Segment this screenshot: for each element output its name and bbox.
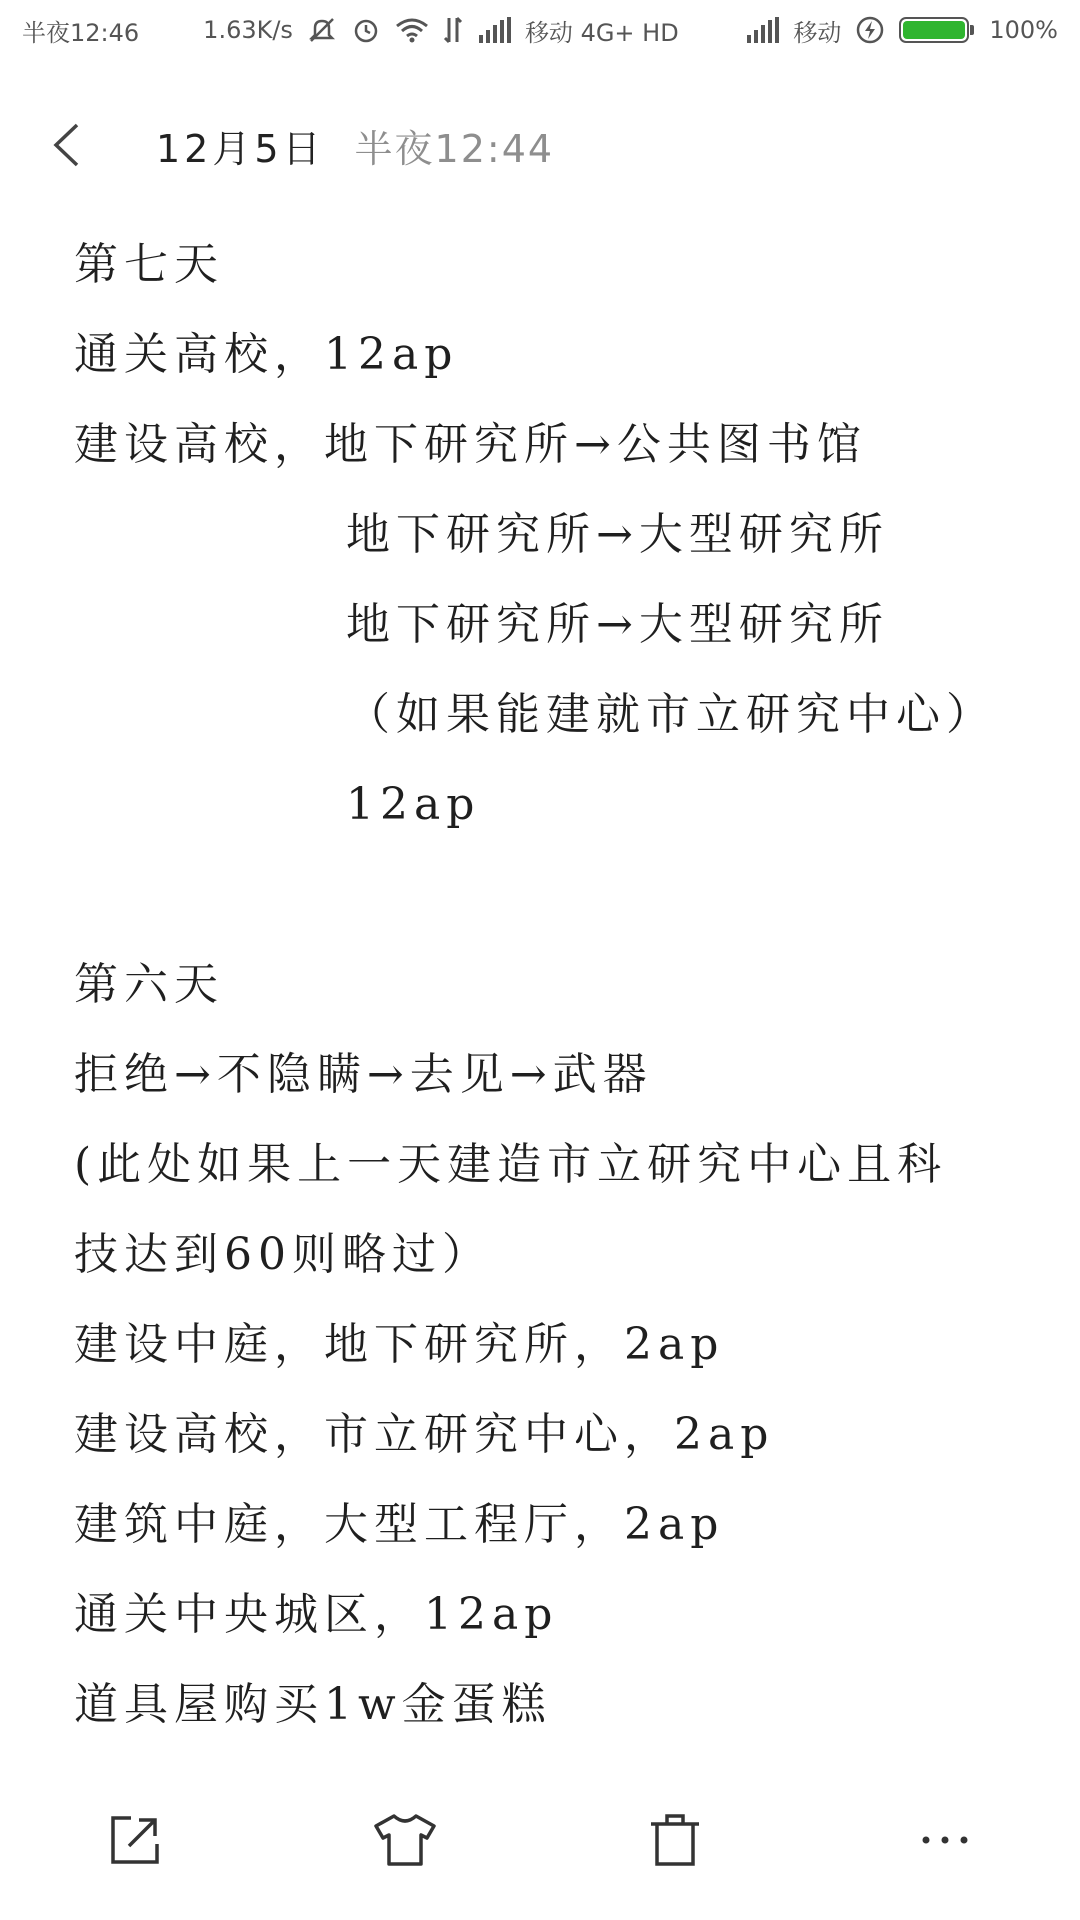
battery-percent: 100%: [989, 16, 1058, 44]
delete-button[interactable]: [630, 1795, 720, 1885]
theme-icon: [372, 1812, 438, 1868]
note-line: 道具屋购买1w金蛋糕: [74, 1679, 552, 1730]
data-transfer-icon: [443, 16, 463, 44]
note-line: 建设中庭，地下研究所，2ap: [74, 1319, 725, 1370]
share-icon: [107, 1812, 163, 1868]
note-line: 地下研究所→大型研究所: [346, 599, 889, 650]
delete-icon: [647, 1812, 703, 1868]
silent-icon: [307, 15, 337, 45]
note-time: 半夜12:44: [354, 126, 555, 171]
status-time: 半夜12:46: [22, 18, 140, 47]
note-line: 建筑中庭，大型工程厅，2ap: [74, 1499, 725, 1550]
note-line: 技达到60则略过）: [74, 1229, 492, 1280]
more-icon: [920, 1834, 970, 1846]
note-line: 地下研究所→大型研究所: [346, 509, 889, 560]
signal-icon: [477, 17, 511, 43]
note-line: 建设高校，市立研究中心，2ap: [74, 1409, 775, 1460]
alarm-icon: [351, 15, 381, 45]
theme-button[interactable]: [360, 1795, 450, 1885]
note-line: (此处如果上一天建造市立研究中心且科: [74, 1139, 948, 1190]
bottom-toolbar: [0, 1760, 1080, 1920]
share-button[interactable]: [90, 1795, 180, 1885]
note-content[interactable]: [74, 220, 1034, 1780]
note-line: （如果能建就市立研究中心）: [346, 689, 996, 740]
chevron-left-icon: [51, 122, 81, 168]
note-line: 通关中央城区，12ap: [74, 1589, 559, 1640]
signal-icon-2: [745, 17, 779, 43]
status-bar: [0, 0, 1080, 60]
note-line: 通关高校，12ap: [74, 329, 459, 380]
blank-line: [74, 850, 1034, 940]
carrier-1: 移动 4G+ HD: [524, 18, 679, 47]
charging-icon: [855, 15, 885, 45]
note-line: 第七天: [74, 239, 224, 290]
network-speed: 1.63K/s: [203, 16, 293, 44]
note-line: 拒绝→不隐瞒→去见→武器: [74, 1049, 653, 1100]
note-line: 建设高校，地下研究所→公共图书馆: [74, 419, 867, 470]
note-header: [0, 100, 1080, 190]
more-button[interactable]: [900, 1795, 990, 1885]
note-date: 12月5日: [156, 126, 325, 171]
back-button[interactable]: [36, 110, 96, 180]
note-line: 12ap: [346, 779, 481, 830]
note-line: 第六天: [74, 959, 224, 1010]
battery-icon: [899, 17, 969, 43]
carrier-2: 移动: [793, 18, 842, 47]
wifi-icon: [395, 16, 429, 44]
